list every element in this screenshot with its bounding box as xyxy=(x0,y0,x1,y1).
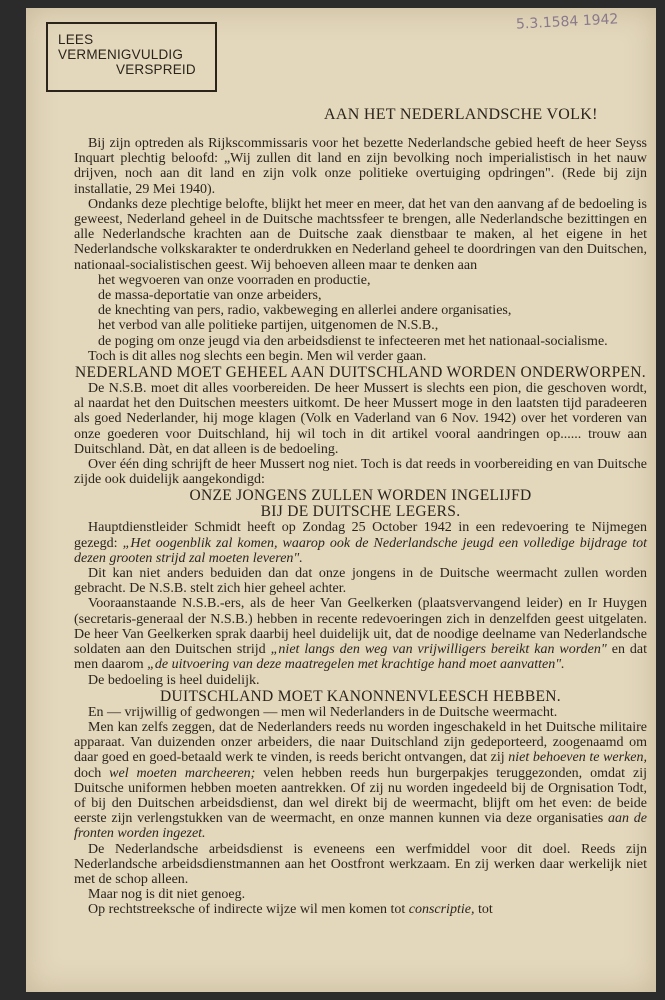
paragraph: Ondanks deze plechtige belofte, blijkt het meer en meer, dat het van den aanvang af de bedoeling is geweest, Nederland geheel in de Duitsche machtssfeer te brengen, alle Nederlandsche bezittingen en alle Nederlandsche krachten aan de Duitsche zaak dienstbaar te maken, al het eigene in het Nederlandsche volkskarakter te onderdrukken en Nederland geheel te doordringen van den Duitschen, nationaal-socialistischen geest. Wij behoeven alleen maar te denken aan xyxy=(74,196,648,273)
paragraph: En — vrijwillig of gedwongen — men wil Nederlanders in de Duitsche weermacht. xyxy=(88,704,558,720)
paragraph: Maar nog is dit niet genoeg. xyxy=(88,887,246,903)
text-run: doch xyxy=(74,765,110,781)
quote-text: „Het oogenblik zal komen, waarop ook de Nederlandsche jeugd een volledige bijdrage tot dezen grooten strijd zal moeten leveren". xyxy=(74,535,647,566)
list-item: de poging om onze jeugd via den arbeidsdienst te infecteeren met het nationaal-socialisme. xyxy=(98,333,608,349)
paragraph: De Nederlandsche arbeidsdienst is eveneens een werfmiddel voor dit doel. Reeds zijn Nederlandsche arbeidsdienstmannen aan het Oostfront werkzaam. En zij werken daar werkelijk niet met de schop alleen. xyxy=(74,841,647,887)
text-run: en dat men daarom xyxy=(74,642,648,673)
paragraph: Dit kan niet anders beduiden dan dat onze jongens in de Duitsche weermacht zullen worden gebracht. De N.S.B. stelt zich hier geheel achter. xyxy=(74,566,647,597)
quote-text: „de uitvoering van deze maatregelen met krachtige hand moet aanvatten". xyxy=(147,657,565,673)
grievance-list xyxy=(98,273,647,349)
text-run: tot xyxy=(474,902,493,918)
leaflet-body xyxy=(74,136,647,918)
section-heading: BIJ DE DUITSCHE LEGERS. xyxy=(260,503,461,521)
emphasis-text: conscriptie, xyxy=(408,902,475,918)
list-item: de massa-deportatie van onze arbeiders, xyxy=(98,288,322,304)
paragraph: Bij zijn optreden als Rijkscommissaris voor het bezette Nederlandsche gebied heeft de heer Seyss Inquart plechtig beloofd: „Wij zullen dit land en zijn bevolking noch imperialistisch in het nauw drijven, noch aan dit land en zijn volk onze politieke overtuiging opdringen". (Rede bij zijn installatie, 29 Mei 1940). xyxy=(74,136,647,197)
quote-text: „niet langs den weg van vrijwilligers bereikt kan worden" xyxy=(270,642,607,658)
text-run: Men kan zelfs zeggen, dat de Nederlanders reeds nu worden ingeschakeld in het Duitsche militaire apparaat. Van duizenden onzer arbeiders, die naar Duitschland zijn gedeporteerd, zoogenaamd om daar goed en goed-betaald werk te vinden, is reeds bericht ontvangen, dat zij xyxy=(74,719,647,766)
emphasis-text: aan de fronten worden ingezet. xyxy=(74,811,647,842)
page-title: AAN HET NEDERLANDSCHE VOLK! xyxy=(324,106,598,123)
section-heading: ONZE JONGENS ZULLEN WORDEN INGELIJFD xyxy=(189,487,532,505)
paragraph xyxy=(74,520,647,566)
paragraph: De N.S.B. moet dit alles voorbereiden. De heer Mussert is slechts een pion, die geschoven wordt, al naardat het den Duitschen meesters uitkomt. De heer Mussert moge in den laatsten tijd paradeeren als goed Nederlander, hij moge klagen (Volk en Vaderland van 6 Nov. 1942) over het vorderen van onze goederen voor Duitschland, hij wil toch in dit artikel vooral aandringen op...... trouw aan Duitschland. Dàt, en dat alleen is de bedoeling. xyxy=(74,381,647,457)
archive-number: 5.3.1584 1942 xyxy=(515,11,619,33)
text-run: Hauptdienstleider Schmidt heeft op Zondag 25 October 1942 in een redevoering te Nijmegen gezegd: xyxy=(74,520,647,551)
list-item: het wegvoeren van onze voorraden en productie, xyxy=(98,272,371,288)
leaflet-page xyxy=(26,8,656,992)
stamp-line-2: VERMENIGVULDIG xyxy=(58,47,184,62)
text-run: Vooraanstaande N.S.B.-ers, als de heer Van Geelkerken (plaatsvervangend leider) en Ir Huygen (secretaris-generaal der N.S.B.) hebben in recente redevoeringen zich in denzelfden geest uitgelaten. De heer Van Geelkerken sprak daarbij heel duidelijk uit, dat de noodige deelname van Nederlandsche soldaten aan den Duitschen strijd xyxy=(74,596,647,658)
list-item: de knechting van pers, radio, vakbeweging en allerlei andere organisaties, xyxy=(98,303,512,319)
text-run: velen hebben reeds hun burgerpakjes teruggezonden, omdat zij Duitsche uniformen hebben moeten aantrekken. Of zij nu worden ingedeeld bij de Orgnisation Todt, of bij den Duitschen arbeidsdienst, dan wel direkt bij de weermacht, blijft om het even: de beide eerste zijn verlengstukken van de weermacht, en onze mannen kunnen via deze organisaties xyxy=(74,765,647,827)
stamp-line-3: VERSPREID xyxy=(116,62,196,77)
paragraph xyxy=(74,596,647,672)
distribution-stamp xyxy=(46,22,217,92)
list-item: het verbod van alle politieke partijen, uitgenomen de N.S.B., xyxy=(98,318,439,334)
emphasis-text: wel moeten marcheeren; xyxy=(109,765,256,781)
paragraph xyxy=(74,720,647,842)
section-heading: NEDERLAND MOET GEHEEL AAN DUITSCHLAND WORDEN ONDERWORPEN. xyxy=(75,364,646,382)
paragraph: De bedoeling is heel duidelijk. xyxy=(88,672,260,688)
paragraph: Toch is dit alles nog slechts een begin. Men wil verder gaan. xyxy=(88,348,427,364)
emphasis-text: niet behoeven te werken, xyxy=(508,750,647,766)
stamp-line-1: LEES xyxy=(58,32,94,47)
text-run: Op rechtstreeksche of indirecte wijze wil men komen tot xyxy=(88,902,409,918)
paragraph xyxy=(74,902,647,917)
section-heading: DUITSCHLAND MOET KANONNENVLEESCH HEBBEN. xyxy=(160,687,561,705)
paragraph: Over één ding schrijft de heer Mussert nog niet. Toch is dat reeds in voorbereiding en van Duitsche zijde ook duidelijk aangekondigd: xyxy=(74,457,647,488)
